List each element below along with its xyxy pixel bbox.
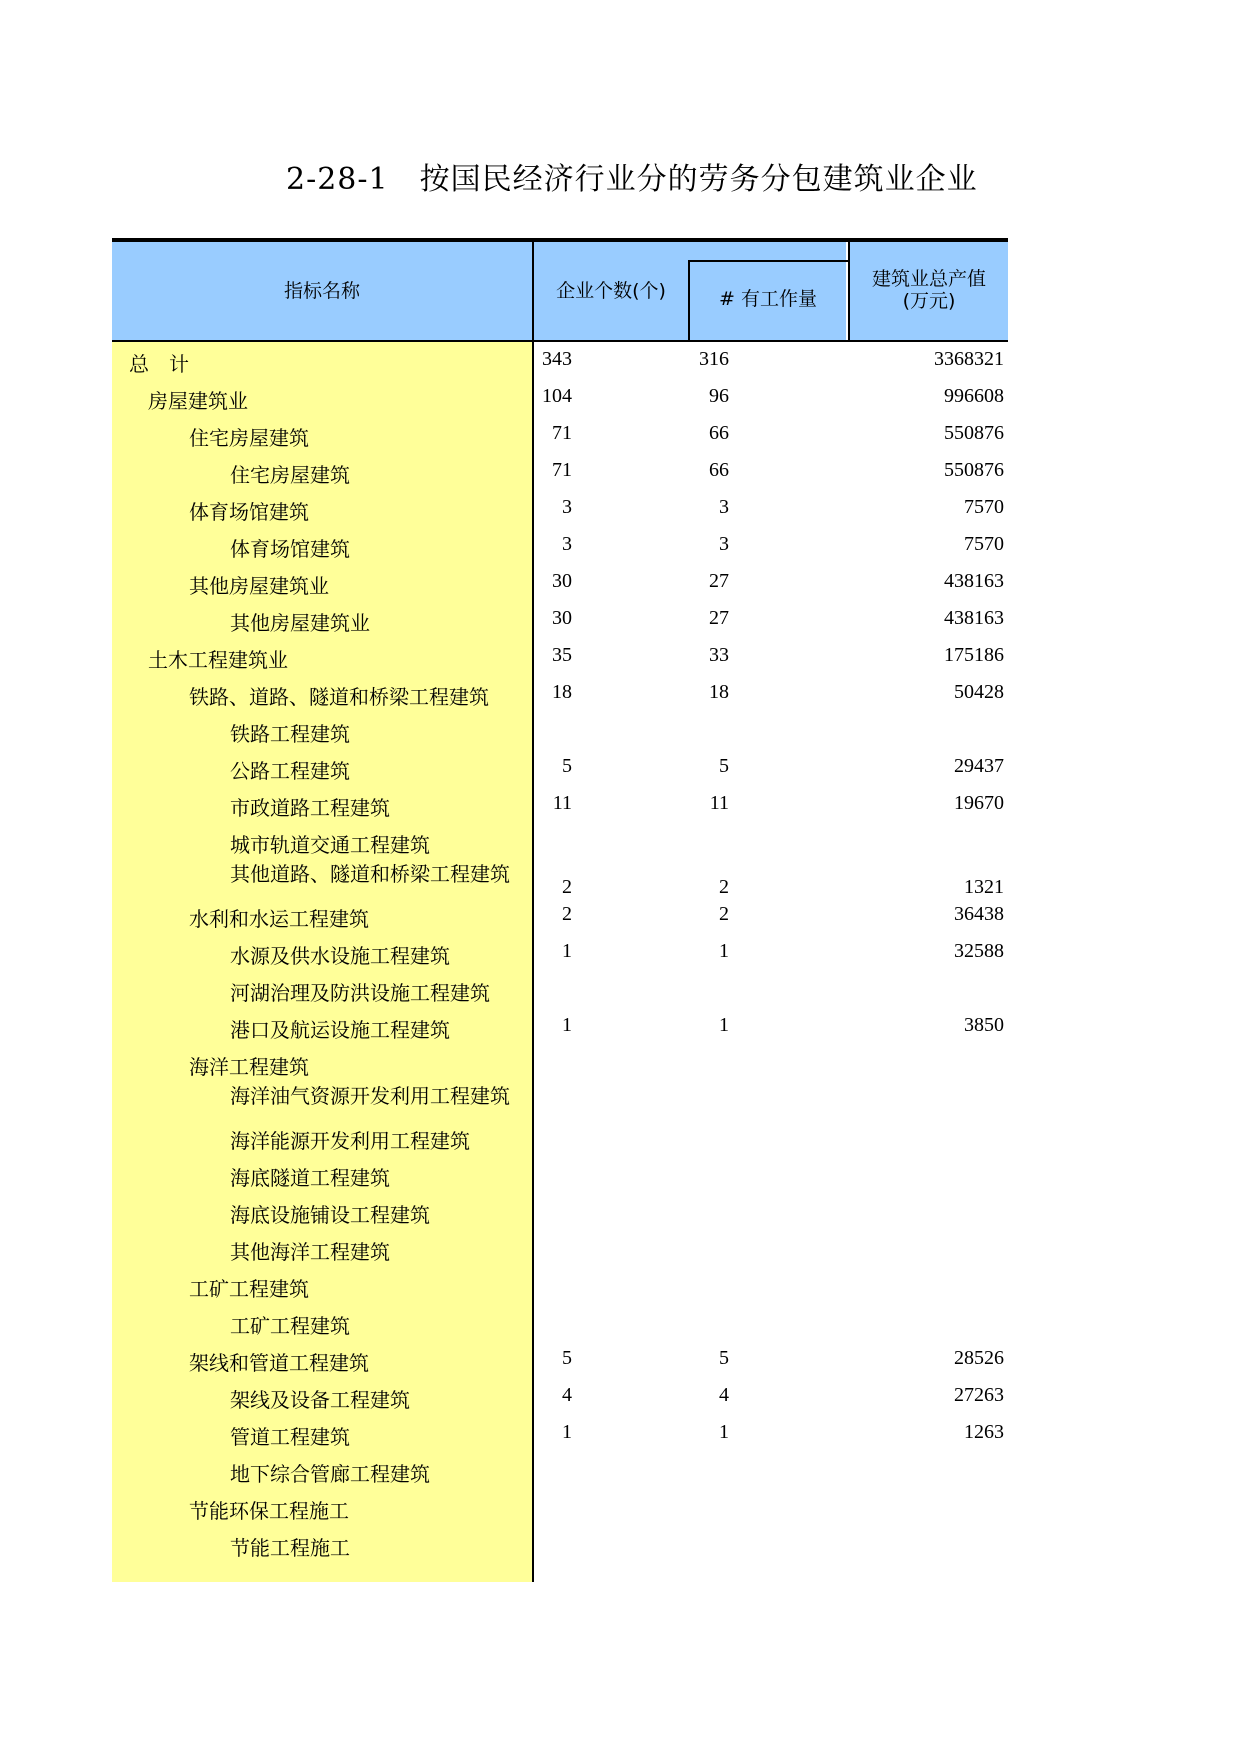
table-row xyxy=(112,1341,1008,1378)
row-value: 28526 xyxy=(954,1347,1004,1369)
table-row xyxy=(112,1193,1008,1230)
row-label: 节能工程施工 xyxy=(230,1536,350,1560)
page-title: 2-28-1 按国民经济行业分的劳务分包建筑业企业 xyxy=(286,162,978,197)
table-row xyxy=(112,601,1008,638)
row-count: 3 xyxy=(562,496,572,518)
row-working: 1 xyxy=(719,1421,729,1443)
row-label: 公路工程建筑 xyxy=(230,759,350,783)
row-working: 3 xyxy=(719,533,729,555)
row-working: 1 xyxy=(719,1014,729,1036)
row-label: 体育场馆建筑 xyxy=(230,537,350,561)
table-row xyxy=(112,749,1008,786)
table-row xyxy=(112,527,1008,564)
row-label: 体育场馆建筑 xyxy=(189,500,309,524)
row-label: 节能环保工程施工 xyxy=(189,1499,349,1523)
row-label: 水源及供水设施工程建筑 xyxy=(230,944,450,968)
header-working-label: # 有工作量 xyxy=(719,288,817,310)
row-label: 总 计 xyxy=(129,352,189,376)
row-value: 1263 xyxy=(964,1421,1004,1443)
row-value: 7570 xyxy=(964,533,1004,555)
table-row xyxy=(112,638,1008,675)
row-value: 36438 xyxy=(954,903,1004,925)
row-value: 3368321 xyxy=(934,348,1004,370)
row-working: 1 xyxy=(719,940,729,962)
row-label: 住宅房屋建筑 xyxy=(189,426,309,450)
row-count: 3 xyxy=(562,533,572,555)
row-label: 市政道路工程建筑 xyxy=(230,796,390,820)
row-value: 19670 xyxy=(954,792,1004,814)
row-count: 4 xyxy=(562,1384,572,1406)
row-value: 7570 xyxy=(964,496,1004,518)
row-value: 50428 xyxy=(954,681,1004,703)
table-row xyxy=(112,897,1008,934)
table-row xyxy=(112,453,1008,490)
row-count: 5 xyxy=(562,1347,572,1369)
row-label: 其他海洋工程建筑 xyxy=(230,1240,390,1264)
row-working: 316 xyxy=(699,348,729,370)
table-row xyxy=(112,1074,1008,1111)
row-working: 66 xyxy=(709,422,729,444)
table-row xyxy=(112,1267,1008,1304)
table-row xyxy=(112,564,1008,601)
table-row xyxy=(112,1230,1008,1267)
row-count: 5 xyxy=(562,755,572,777)
table-row xyxy=(112,1008,1008,1045)
row-working: 2 xyxy=(719,876,729,898)
row-label: 架线及设备工程建筑 xyxy=(230,1388,410,1412)
row-value: 1321 xyxy=(964,876,1004,898)
row-value: 438163 xyxy=(944,607,1004,629)
table-row xyxy=(112,1452,1008,1489)
row-label: 海洋工程建筑 xyxy=(189,1055,309,1079)
row-label: 河湖治理及防洪设施工程建筑 xyxy=(230,981,490,1005)
header-value-cell xyxy=(850,242,1008,340)
row-count: 35 xyxy=(552,644,572,666)
row-count: 30 xyxy=(552,570,572,592)
row-label: 其他道路、隧道和桥梁工程建筑 xyxy=(230,862,510,886)
row-count: 104 xyxy=(542,385,572,407)
row-working: 5 xyxy=(719,755,729,777)
row-label: 海洋能源开发利用工程建筑 xyxy=(230,1129,470,1153)
row-label: 其他房屋建筑业 xyxy=(230,611,370,635)
row-count: 30 xyxy=(552,607,572,629)
row-count: 1 xyxy=(562,1421,572,1443)
row-label: 海底设施铺设工程建筑 xyxy=(230,1203,430,1227)
row-count: 11 xyxy=(552,792,572,814)
row-label: 土木工程建筑业 xyxy=(148,648,288,672)
row-label: 海洋油气资源开发利用工程建筑 xyxy=(230,1084,510,1108)
row-working: 27 xyxy=(709,607,729,629)
table-row xyxy=(112,490,1008,527)
table-row xyxy=(112,852,1008,898)
row-label: 住宅房屋建筑 xyxy=(230,463,350,487)
row-value: 32588 xyxy=(954,940,1004,962)
row-label: 铁路工程建筑 xyxy=(230,722,350,746)
row-label: 工矿工程建筑 xyxy=(189,1277,309,1301)
row-label: 房屋建筑业 xyxy=(148,389,248,413)
row-count: 343 xyxy=(542,348,572,370)
row-label: 港口及航运设施工程建筑 xyxy=(230,1018,450,1042)
row-label: 地下综合管廊工程建筑 xyxy=(230,1462,430,1486)
row-value: 27263 xyxy=(954,1384,1004,1406)
row-value: 29437 xyxy=(954,755,1004,777)
row-count: 2 xyxy=(562,876,572,898)
row-working: 3 xyxy=(719,496,729,518)
header-divider xyxy=(848,242,850,340)
table-row xyxy=(112,675,1008,712)
header-divider xyxy=(532,242,534,340)
row-working: 96 xyxy=(709,385,729,407)
row-value: 3850 xyxy=(964,1014,1004,1036)
table-row xyxy=(112,1415,1008,1452)
row-working: 5 xyxy=(719,1347,729,1369)
header-value-label-2: (万元) xyxy=(902,290,956,312)
row-working: 11 xyxy=(709,792,729,814)
row-count: 2 xyxy=(562,903,572,925)
row-label: 水利和水运工程建筑 xyxy=(189,907,369,931)
row-label: 海底隧道工程建筑 xyxy=(230,1166,390,1190)
row-working: 27 xyxy=(709,570,729,592)
row-value: 550876 xyxy=(944,422,1004,444)
row-count: 18 xyxy=(552,681,572,703)
row-working: 33 xyxy=(709,644,729,666)
row-working: 2 xyxy=(719,903,729,925)
row-label: 铁路、道路、隧道和桥梁工程建筑 xyxy=(189,685,489,709)
header-divider xyxy=(688,260,690,340)
table-row xyxy=(112,1304,1008,1341)
header-value-label-1: 建筑业总产值 xyxy=(871,268,986,290)
row-value: 996608 xyxy=(944,385,1004,407)
table-row xyxy=(112,1378,1008,1415)
row-label: 架线和管道工程建筑 xyxy=(189,1351,369,1375)
row-label: 城市轨道交通工程建筑 xyxy=(230,833,430,857)
header-subrule xyxy=(688,260,848,262)
table-row xyxy=(112,416,1008,453)
table-row xyxy=(112,712,1008,749)
row-label: 管道工程建筑 xyxy=(230,1425,350,1449)
table-row xyxy=(112,342,1008,379)
row-count: 1 xyxy=(562,940,572,962)
row-value: 550876 xyxy=(944,459,1004,481)
header-name-cell xyxy=(112,242,532,340)
table-row xyxy=(112,1156,1008,1193)
header-name-label: 指标名称 xyxy=(283,280,360,302)
table-row xyxy=(112,786,1008,823)
row-value: 175186 xyxy=(944,644,1004,666)
row-count: 71 xyxy=(552,459,572,481)
table-row xyxy=(112,1119,1008,1156)
table-row xyxy=(112,934,1008,971)
row-count: 71 xyxy=(552,422,572,444)
row-working: 66 xyxy=(709,459,729,481)
row-label: 其他房屋建筑业 xyxy=(189,574,329,598)
table-row xyxy=(112,379,1008,416)
header-count-label: 企业个数(个) xyxy=(556,280,666,302)
row-working: 18 xyxy=(709,681,729,703)
row-working: 4 xyxy=(719,1384,729,1406)
row-count: 1 xyxy=(562,1014,572,1036)
row-value: 438163 xyxy=(944,570,1004,592)
table-row xyxy=(112,1489,1008,1526)
table-row xyxy=(112,1526,1008,1563)
table-row xyxy=(112,971,1008,1008)
row-label: 工矿工程建筑 xyxy=(230,1314,350,1338)
